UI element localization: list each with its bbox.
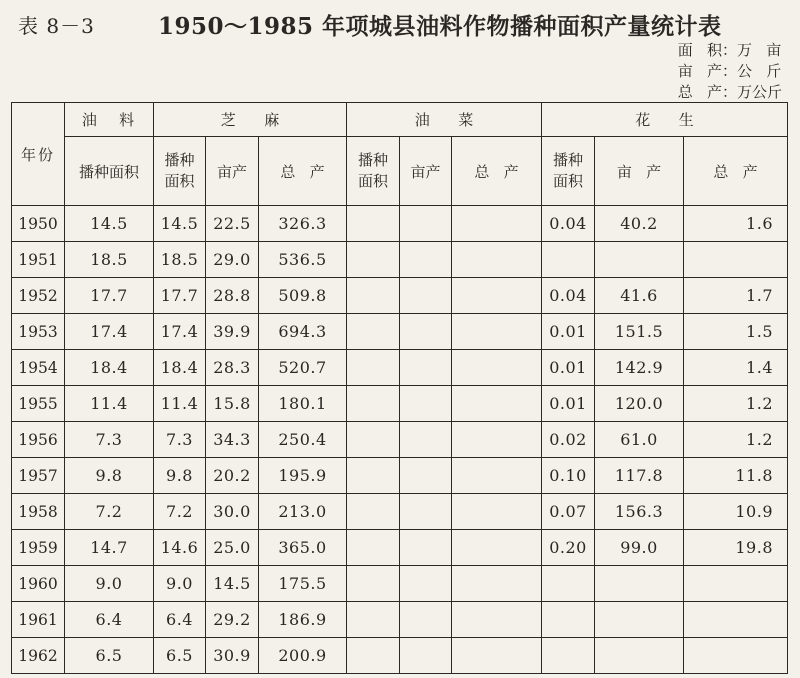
rapeseed-area-cell <box>347 530 400 566</box>
sesame-area-cell: 9.8 <box>154 458 206 494</box>
sesame-total-cell: 365.0 <box>259 530 347 566</box>
rapeseed-area-cell <box>347 206 400 242</box>
rapeseed-area-cell <box>347 638 400 674</box>
sesame-total-cell: 536.5 <box>259 242 347 278</box>
peanut-area-cell: 0.01 <box>542 350 595 386</box>
peanut-yield-cell: 151.5 <box>595 314 684 350</box>
sesame-yield-cell: 34.3 <box>206 422 259 458</box>
year-cell: 1960 <box>12 566 65 602</box>
oil-area-cell: 11.4 <box>65 386 154 422</box>
rapeseed-yield-cell <box>400 638 452 674</box>
sesame-area-cell: 6.5 <box>154 638 206 674</box>
rapeseed-yield-cell <box>400 206 452 242</box>
header-group-oil: 油 料 <box>65 103 154 137</box>
peanut-area-cell: 0.01 <box>542 386 595 422</box>
table-row <box>12 278 788 314</box>
rapeseed-yield-cell <box>400 530 452 566</box>
unit-note-area: 面 积：万 亩 <box>677 41 782 59</box>
sesame-total-cell: 186.9 <box>259 602 347 638</box>
unit-note-total: 总 产：万公斤 <box>677 83 782 101</box>
peanut-yield-cell: 142.9 <box>595 350 684 386</box>
rapeseed-total-cell <box>452 602 542 638</box>
year-cell: 1959 <box>12 530 65 566</box>
sesame-yield-cell: 29.2 <box>206 602 259 638</box>
peanut-yield-cell: 40.2 <box>595 206 684 242</box>
sesame-total-cell: 326.3 <box>259 206 347 242</box>
rapeseed-total-cell <box>452 242 542 278</box>
peanut-area-cell: 0.01 <box>542 314 595 350</box>
peanut-total-cell: 19.8 <box>684 530 788 566</box>
year-cell: 1961 <box>12 602 65 638</box>
year-cell: 1952 <box>12 278 65 314</box>
peanut-area-cell: 0.10 <box>542 458 595 494</box>
peanut-total-cell: 11.8 <box>684 458 788 494</box>
peanut-area-cell <box>542 242 595 278</box>
header-group-rapeseed: 油 菜 <box>347 103 542 137</box>
sesame-area-cell: 14.5 <box>154 206 206 242</box>
peanut-total-cell: 1.2 <box>684 386 788 422</box>
sesame-total-cell: 200.9 <box>259 638 347 674</box>
peanut-yield-cell <box>595 566 684 602</box>
sesame-yield-cell: 14.5 <box>206 566 259 602</box>
peanut-total-cell: 1.4 <box>684 350 788 386</box>
rapeseed-yield-cell <box>400 458 452 494</box>
sesame-yield-cell: 29.0 <box>206 242 259 278</box>
sesame-total-cell: 195.9 <box>259 458 347 494</box>
peanut-area-cell <box>542 566 595 602</box>
oil-area-cell: 6.5 <box>65 638 154 674</box>
peanut-total-cell: 1.5 <box>684 314 788 350</box>
header-group-peanut: 花 生 <box>542 103 788 137</box>
header-rapeseed-area: 播种 面积 <box>347 137 400 206</box>
peanut-yield-cell: 156.3 <box>595 494 684 530</box>
sesame-yield-cell: 25.0 <box>206 530 259 566</box>
year-cell: 1955 <box>12 386 65 422</box>
sesame-total-cell: 175.5 <box>259 566 347 602</box>
peanut-yield-cell: 61.0 <box>595 422 684 458</box>
sesame-area-cell: 17.4 <box>154 314 206 350</box>
sesame-total-cell: 180.1 <box>259 386 347 422</box>
table-row <box>12 386 788 422</box>
rapeseed-area-cell <box>347 314 400 350</box>
sesame-yield-cell: 39.9 <box>206 314 259 350</box>
year-cell: 1951 <box>12 242 65 278</box>
rapeseed-total-cell <box>452 278 542 314</box>
rapeseed-yield-cell <box>400 422 452 458</box>
sesame-area-cell: 14.6 <box>154 530 206 566</box>
header-peanut-area: 播种 面积 <box>542 137 595 206</box>
header-peanut-yield: 亩 产 <box>595 137 684 206</box>
year-cell: 1958 <box>12 494 65 530</box>
peanut-total-cell <box>684 638 788 674</box>
rapeseed-total-cell <box>452 458 542 494</box>
header-rapeseed-yield: 亩产 <box>400 137 452 206</box>
unit-note-yield: 亩 产：公 斤 <box>677 62 782 80</box>
table-row <box>12 494 788 530</box>
rapeseed-yield-cell <box>400 314 452 350</box>
peanut-total-cell <box>684 566 788 602</box>
table-row <box>12 566 788 602</box>
peanut-area-cell: 0.20 <box>542 530 595 566</box>
year-cell: 1954 <box>12 350 65 386</box>
sesame-area-cell: 11.4 <box>154 386 206 422</box>
table-row <box>12 530 788 566</box>
header-sesame-total: 总 产 <box>259 137 347 206</box>
header-sesame-yield: 亩产 <box>206 137 259 206</box>
sesame-yield-cell: 28.8 <box>206 278 259 314</box>
oil-area-cell: 18.4 <box>65 350 154 386</box>
peanut-yield-cell: 120.0 <box>595 386 684 422</box>
oil-area-cell: 9.0 <box>65 566 154 602</box>
header-row-columns <box>12 137 788 206</box>
table-row <box>12 206 788 242</box>
oil-area-cell: 7.2 <box>65 494 154 530</box>
table-row <box>12 422 788 458</box>
rapeseed-area-cell <box>347 494 400 530</box>
oilcrop-statistics-table <box>11 102 788 674</box>
rapeseed-area-cell <box>347 602 400 638</box>
sesame-yield-cell: 15.8 <box>206 386 259 422</box>
peanut-area-cell <box>542 602 595 638</box>
page-title: 1950～1985 年项城县油料作物播种面积产量统计表 <box>158 13 722 40</box>
rapeseed-total-cell <box>452 314 542 350</box>
rapeseed-yield-cell <box>400 566 452 602</box>
rapeseed-yield-cell <box>400 278 452 314</box>
rapeseed-yield-cell <box>400 494 452 530</box>
year-cell: 1956 <box>12 422 65 458</box>
oil-area-cell: 17.4 <box>65 314 154 350</box>
year-cell: 1953 <box>12 314 65 350</box>
rapeseed-total-cell <box>452 350 542 386</box>
peanut-yield-cell <box>595 638 684 674</box>
peanut-area-cell: 0.02 <box>542 422 595 458</box>
year-cell: 1957 <box>12 458 65 494</box>
sesame-yield-cell: 30.0 <box>206 494 259 530</box>
sesame-total-cell: 520.7 <box>259 350 347 386</box>
rapeseed-yield-cell <box>400 242 452 278</box>
rapeseed-total-cell <box>452 638 542 674</box>
year-cell: 1950 <box>12 206 65 242</box>
table-row <box>12 602 788 638</box>
peanut-yield-cell <box>595 602 684 638</box>
oil-area-cell: 9.8 <box>65 458 154 494</box>
peanut-yield-cell <box>595 242 684 278</box>
sesame-total-cell: 213.0 <box>259 494 347 530</box>
oil-area-cell: 17.7 <box>65 278 154 314</box>
rapeseed-total-cell <box>452 206 542 242</box>
rapeseed-area-cell <box>347 458 400 494</box>
rapeseed-area-cell <box>347 566 400 602</box>
header-year: 年份 <box>12 103 65 206</box>
rapeseed-yield-cell <box>400 602 452 638</box>
sesame-area-cell: 17.7 <box>154 278 206 314</box>
peanut-area-cell <box>542 638 595 674</box>
oil-area-cell: 7.3 <box>65 422 154 458</box>
peanut-total-cell: 1.6 <box>684 206 788 242</box>
sesame-total-cell: 250.4 <box>259 422 347 458</box>
table-row <box>12 242 788 278</box>
sesame-area-cell: 18.4 <box>154 350 206 386</box>
sesame-total-cell: 694.3 <box>259 314 347 350</box>
table-row <box>12 638 788 674</box>
rapeseed-total-cell <box>452 386 542 422</box>
oil-area-cell: 14.7 <box>65 530 154 566</box>
peanut-total-cell: 1.2 <box>684 422 788 458</box>
sesame-area-cell: 18.5 <box>154 242 206 278</box>
peanut-total-cell <box>684 602 788 638</box>
oil-area-cell: 18.5 <box>65 242 154 278</box>
rapeseed-area-cell <box>347 386 400 422</box>
table-row <box>12 314 788 350</box>
header-group-sesame: 芝 麻 <box>154 103 347 137</box>
unit-notes <box>678 40 782 103</box>
table-row <box>12 350 788 386</box>
oil-area-cell: 6.4 <box>65 602 154 638</box>
header-rapeseed-total: 总 产 <box>452 137 542 206</box>
sesame-yield-cell: 30.9 <box>206 638 259 674</box>
sesame-total-cell: 509.8 <box>259 278 347 314</box>
peanut-area-cell: 0.04 <box>542 206 595 242</box>
rapeseed-yield-cell <box>400 386 452 422</box>
header-peanut-total: 总 产 <box>684 137 788 206</box>
year-cell: 1962 <box>12 638 65 674</box>
oil-area-cell: 14.5 <box>65 206 154 242</box>
rapeseed-total-cell <box>452 494 542 530</box>
header-sesame-area: 播种 面积 <box>154 137 206 206</box>
peanut-yield-cell: 117.8 <box>595 458 684 494</box>
rapeseed-area-cell <box>347 350 400 386</box>
sesame-yield-cell: 28.3 <box>206 350 259 386</box>
header-row-groups <box>12 103 788 137</box>
rapeseed-total-cell <box>452 566 542 602</box>
rapeseed-area-cell <box>347 422 400 458</box>
peanut-yield-cell: 41.6 <box>595 278 684 314</box>
peanut-total-cell: 1.7 <box>684 278 788 314</box>
peanut-area-cell: 0.04 <box>542 278 595 314</box>
rapeseed-area-cell <box>347 242 400 278</box>
table-row <box>12 458 788 494</box>
sesame-area-cell: 7.3 <box>154 422 206 458</box>
peanut-area-cell: 0.07 <box>542 494 595 530</box>
sesame-yield-cell: 20.2 <box>206 458 259 494</box>
peanut-yield-cell: 99.0 <box>595 530 684 566</box>
sesame-yield-cell: 22.5 <box>206 206 259 242</box>
peanut-total-cell <box>684 242 788 278</box>
peanut-total-cell: 10.9 <box>684 494 788 530</box>
sesame-area-cell: 9.0 <box>154 566 206 602</box>
sesame-area-cell: 7.2 <box>154 494 206 530</box>
rapeseed-yield-cell <box>400 350 452 386</box>
table-number: 表 8－3 <box>18 14 95 38</box>
sesame-area-cell: 6.4 <box>154 602 206 638</box>
rapeseed-total-cell <box>452 530 542 566</box>
rapeseed-total-cell <box>452 422 542 458</box>
rapeseed-area-cell <box>347 278 400 314</box>
header-oil-area: 播种面积 <box>65 137 154 206</box>
